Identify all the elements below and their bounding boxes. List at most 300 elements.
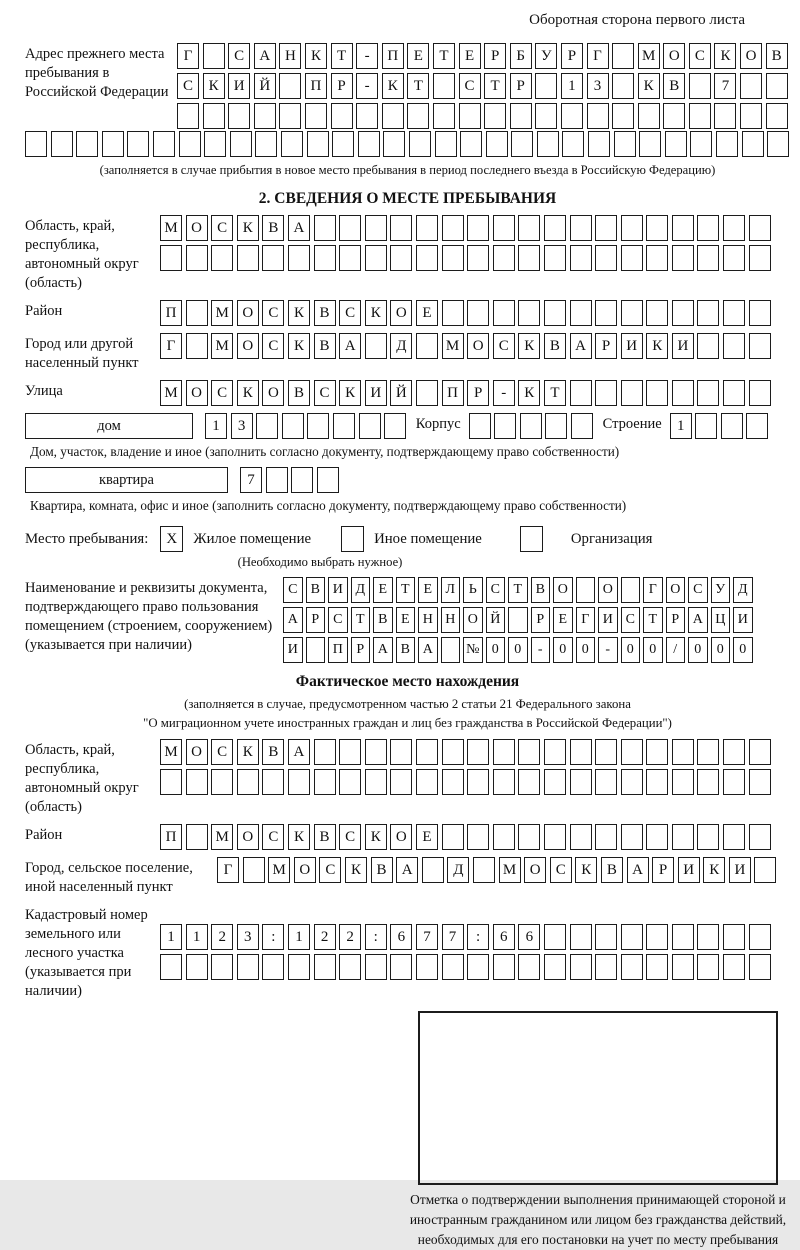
char-cell[interactable] (520, 413, 542, 439)
char-cell[interactable] (716, 131, 738, 157)
char-cell[interactable]: М (160, 739, 182, 765)
char-cell[interactable]: В (531, 577, 551, 603)
char-cell[interactable] (442, 824, 464, 850)
char-cell[interactable] (186, 300, 208, 326)
char-cell[interactable] (339, 954, 361, 980)
char-cell[interactable] (339, 739, 361, 765)
char-cell[interactable]: Р (652, 857, 674, 883)
char-cell[interactable] (672, 245, 694, 271)
char-cell[interactable] (723, 824, 745, 850)
char-cell[interactable] (697, 215, 719, 241)
char-cell[interactable] (510, 103, 532, 129)
char-cell[interactable] (339, 215, 361, 241)
char-cell[interactable] (723, 215, 745, 241)
char-cell[interactable] (612, 73, 634, 99)
char-cell[interactable] (281, 131, 303, 157)
char-cell[interactable]: С (328, 607, 348, 633)
char-cell[interactable] (358, 131, 380, 157)
char-cell[interactable] (203, 43, 225, 69)
char-cell[interactable]: К (339, 380, 361, 406)
char-cell[interactable] (305, 103, 327, 129)
char-cell[interactable]: В (766, 43, 788, 69)
char-cell[interactable]: 7 (416, 924, 438, 950)
char-cell[interactable] (262, 954, 284, 980)
char-cell[interactable]: О (186, 215, 208, 241)
char-cell[interactable] (186, 954, 208, 980)
char-cell[interactable] (467, 300, 489, 326)
char-cell[interactable] (493, 769, 515, 795)
char-cell[interactable]: И (228, 73, 250, 99)
char-cell[interactable]: О (390, 824, 412, 850)
char-cell[interactable] (646, 924, 668, 950)
char-cell[interactable] (570, 300, 592, 326)
char-cell[interactable] (595, 824, 617, 850)
char-cell[interactable] (638, 103, 660, 129)
char-cell[interactable] (279, 103, 301, 129)
char-cell[interactable] (186, 245, 208, 271)
char-cell[interactable]: А (627, 857, 649, 883)
char-cell[interactable]: - (356, 43, 378, 69)
char-cell[interactable] (262, 769, 284, 795)
char-cell[interactable]: 0 (553, 637, 573, 663)
char-cell[interactable] (518, 954, 540, 980)
char-cell[interactable] (306, 637, 326, 663)
char-cell[interactable]: Т (433, 43, 455, 69)
char-cell[interactable]: К (288, 300, 310, 326)
char-cell[interactable]: Й (390, 380, 412, 406)
char-cell[interactable] (646, 215, 668, 241)
char-cell[interactable]: 0 (733, 637, 753, 663)
char-cell[interactable]: Е (418, 577, 438, 603)
char-cell[interactable]: О (663, 43, 685, 69)
char-cell[interactable] (333, 413, 355, 439)
char-cell[interactable]: Т (396, 577, 416, 603)
char-cell[interactable] (612, 103, 634, 129)
char-cell[interactable] (571, 413, 593, 439)
char-cell[interactable] (749, 769, 771, 795)
char-cell[interactable]: К (365, 824, 387, 850)
char-cell[interactable] (570, 215, 592, 241)
char-cell[interactable]: А (418, 637, 438, 663)
char-cell[interactable]: С (493, 333, 515, 359)
char-cell[interactable] (314, 215, 336, 241)
char-cell[interactable] (766, 73, 788, 99)
char-cell[interactable]: Й (254, 73, 276, 99)
char-cell[interactable] (460, 131, 482, 157)
char-cell[interactable]: В (544, 333, 566, 359)
char-cell[interactable]: Р (484, 43, 506, 69)
char-cell[interactable] (723, 333, 745, 359)
char-cell[interactable] (697, 824, 719, 850)
char-cell[interactable] (307, 131, 329, 157)
char-cell[interactable] (288, 954, 310, 980)
char-cell[interactable]: К (646, 333, 668, 359)
char-cell[interactable] (697, 245, 719, 271)
char-cell[interactable]: Т (331, 43, 353, 69)
char-cell[interactable]: Г (587, 43, 609, 69)
char-cell[interactable]: К (288, 333, 310, 359)
char-cell[interactable] (595, 954, 617, 980)
char-cell[interactable] (535, 103, 557, 129)
char-cell[interactable] (537, 131, 559, 157)
stay-type-checkbox-residential[interactable]: X (160, 526, 183, 552)
char-cell[interactable]: К (305, 43, 327, 69)
char-cell[interactable]: Е (416, 300, 438, 326)
char-cell[interactable] (544, 954, 566, 980)
char-cell[interactable] (646, 380, 668, 406)
char-cell[interactable] (317, 467, 339, 493)
char-cell[interactable] (508, 607, 528, 633)
char-cell[interactable] (595, 380, 617, 406)
char-cell[interactable] (621, 300, 643, 326)
char-cell[interactable]: И (598, 607, 618, 633)
char-cell[interactable]: 7 (240, 467, 262, 493)
char-cell[interactable] (766, 103, 788, 129)
char-cell[interactable] (518, 824, 540, 850)
char-cell[interactable] (570, 824, 592, 850)
char-cell[interactable]: В (262, 739, 284, 765)
char-cell[interactable] (672, 924, 694, 950)
char-cell[interactable]: К (703, 857, 725, 883)
char-cell[interactable] (544, 300, 566, 326)
char-cell[interactable] (291, 467, 313, 493)
char-cell[interactable]: 1 (205, 413, 227, 439)
char-cell[interactable] (237, 245, 259, 271)
char-cell[interactable] (723, 924, 745, 950)
char-cell[interactable] (416, 739, 438, 765)
char-cell[interactable]: С (262, 333, 284, 359)
char-cell[interactable] (544, 924, 566, 950)
char-cell[interactable]: С (283, 577, 303, 603)
char-cell[interactable] (663, 103, 685, 129)
house-type-box[interactable] (25, 413, 193, 439)
char-cell[interactable]: Д (733, 577, 753, 603)
char-cell[interactable] (749, 739, 771, 765)
char-cell[interactable] (237, 954, 259, 980)
char-cell[interactable] (467, 245, 489, 271)
char-cell[interactable]: Р (331, 73, 353, 99)
char-cell[interactable]: В (262, 215, 284, 241)
char-cell[interactable] (697, 333, 719, 359)
char-cell[interactable]: О (598, 577, 618, 603)
char-cell[interactable]: В (314, 824, 336, 850)
char-cell[interactable]: И (328, 577, 348, 603)
char-cell[interactable]: 2 (314, 924, 336, 950)
char-cell[interactable] (416, 954, 438, 980)
char-cell[interactable] (390, 215, 412, 241)
char-cell[interactable]: О (237, 824, 259, 850)
char-cell[interactable] (621, 577, 641, 603)
char-cell[interactable] (545, 413, 567, 439)
char-cell[interactable]: К (203, 73, 225, 99)
char-cell[interactable]: 6 (518, 924, 540, 950)
char-cell[interactable]: А (373, 637, 393, 663)
char-cell[interactable]: К (382, 73, 404, 99)
char-cell[interactable] (721, 413, 743, 439)
char-cell[interactable]: П (160, 300, 182, 326)
char-cell[interactable] (646, 954, 668, 980)
char-cell[interactable] (493, 300, 515, 326)
char-cell[interactable] (723, 739, 745, 765)
char-cell[interactable] (177, 103, 199, 129)
char-cell[interactable] (723, 954, 745, 980)
char-cell[interactable] (384, 413, 406, 439)
char-cell[interactable]: Д (447, 857, 469, 883)
char-cell[interactable]: : (262, 924, 284, 950)
char-cell[interactable] (76, 131, 98, 157)
char-cell[interactable] (365, 739, 387, 765)
char-cell[interactable] (697, 769, 719, 795)
char-cell[interactable] (204, 131, 226, 157)
char-cell[interactable] (25, 131, 47, 157)
char-cell[interactable] (588, 131, 610, 157)
char-cell[interactable] (494, 413, 516, 439)
char-cell[interactable] (314, 245, 336, 271)
char-cell[interactable]: К (638, 73, 660, 99)
char-cell[interactable]: Р (595, 333, 617, 359)
char-cell[interactable] (689, 103, 711, 129)
char-cell[interactable] (314, 769, 336, 795)
char-cell[interactable] (621, 824, 643, 850)
char-cell[interactable] (570, 924, 592, 950)
char-cell[interactable] (518, 769, 540, 795)
char-cell[interactable] (672, 380, 694, 406)
char-cell[interactable]: № (463, 637, 483, 663)
char-cell[interactable]: Т (484, 73, 506, 99)
char-cell[interactable] (749, 333, 771, 359)
char-cell[interactable] (672, 739, 694, 765)
char-cell[interactable] (409, 131, 431, 157)
char-cell[interactable] (186, 333, 208, 359)
char-cell[interactable]: О (463, 607, 483, 633)
char-cell[interactable] (595, 215, 617, 241)
char-cell[interactable]: М (211, 333, 233, 359)
char-cell[interactable]: А (283, 607, 303, 633)
char-cell[interactable] (356, 103, 378, 129)
char-cell[interactable] (288, 245, 310, 271)
char-cell[interactable]: А (688, 607, 708, 633)
char-cell[interactable]: Й (486, 607, 506, 633)
char-cell[interactable]: О (237, 333, 259, 359)
char-cell[interactable]: И (672, 333, 694, 359)
char-cell[interactable] (672, 769, 694, 795)
char-cell[interactable] (473, 857, 495, 883)
char-cell[interactable]: М (268, 857, 290, 883)
char-cell[interactable]: Р (531, 607, 551, 633)
char-cell[interactable] (186, 769, 208, 795)
char-cell[interactable] (570, 769, 592, 795)
char-cell[interactable]: С (459, 73, 481, 99)
char-cell[interactable] (697, 954, 719, 980)
char-cell[interactable]: : (467, 924, 489, 950)
char-cell[interactable] (749, 245, 771, 271)
char-cell[interactable]: К (237, 215, 259, 241)
char-cell[interactable] (262, 245, 284, 271)
char-cell[interactable]: Н (279, 43, 301, 69)
char-cell[interactable] (535, 73, 557, 99)
char-cell[interactable] (442, 300, 464, 326)
char-cell[interactable] (723, 300, 745, 326)
char-cell[interactable]: Т (643, 607, 663, 633)
char-cell[interactable] (160, 954, 182, 980)
char-cell[interactable] (689, 73, 711, 99)
char-cell[interactable]: 0 (621, 637, 641, 663)
char-cell[interactable] (544, 245, 566, 271)
char-cell[interactable] (740, 103, 762, 129)
char-cell[interactable]: 6 (493, 924, 515, 950)
char-cell[interactable] (407, 103, 429, 129)
char-cell[interactable] (562, 131, 584, 157)
char-cell[interactable]: Н (441, 607, 461, 633)
char-cell[interactable] (390, 739, 412, 765)
char-cell[interactable]: И (678, 857, 700, 883)
char-cell[interactable]: 2 (211, 924, 233, 950)
char-cell[interactable] (544, 215, 566, 241)
char-cell[interactable] (570, 739, 592, 765)
char-cell[interactable]: П (305, 73, 327, 99)
char-cell[interactable] (211, 954, 233, 980)
char-cell[interactable]: О (186, 739, 208, 765)
char-cell[interactable] (416, 769, 438, 795)
char-cell[interactable] (493, 215, 515, 241)
char-cell[interactable] (359, 413, 381, 439)
char-cell[interactable] (646, 824, 668, 850)
char-cell[interactable]: П (328, 637, 348, 663)
char-cell[interactable] (621, 954, 643, 980)
char-cell[interactable] (767, 131, 789, 157)
char-cell[interactable] (665, 131, 687, 157)
char-cell[interactable]: О (666, 577, 686, 603)
char-cell[interactable] (441, 637, 461, 663)
char-cell[interactable] (433, 73, 455, 99)
char-cell[interactable]: У (711, 577, 731, 603)
char-cell[interactable]: В (314, 300, 336, 326)
char-cell[interactable] (266, 467, 288, 493)
char-cell[interactable]: 2 (339, 924, 361, 950)
char-cell[interactable]: 0 (643, 637, 663, 663)
char-cell[interactable]: А (288, 739, 310, 765)
char-cell[interactable] (754, 857, 776, 883)
char-cell[interactable]: Р (306, 607, 326, 633)
char-cell[interactable] (237, 769, 259, 795)
char-cell[interactable] (723, 769, 745, 795)
char-cell[interactable]: О (390, 300, 412, 326)
char-cell[interactable]: П (382, 43, 404, 69)
char-cell[interactable] (749, 380, 771, 406)
char-cell[interactable] (467, 824, 489, 850)
char-cell[interactable]: 3 (237, 924, 259, 950)
char-cell[interactable]: В (663, 73, 685, 99)
char-cell[interactable]: О (553, 577, 573, 603)
char-cell[interactable]: 6 (390, 924, 412, 950)
char-cell[interactable]: Е (407, 43, 429, 69)
char-cell[interactable] (646, 300, 668, 326)
char-cell[interactable] (186, 824, 208, 850)
char-cell[interactable] (442, 245, 464, 271)
char-cell[interactable] (416, 245, 438, 271)
char-cell[interactable] (339, 769, 361, 795)
char-cell[interactable] (102, 131, 124, 157)
char-cell[interactable]: 7 (442, 924, 464, 950)
char-cell[interactable]: М (499, 857, 521, 883)
char-cell[interactable]: С (228, 43, 250, 69)
char-cell[interactable] (383, 131, 405, 157)
char-cell[interactable] (469, 413, 491, 439)
char-cell[interactable] (442, 954, 464, 980)
char-cell[interactable]: С (262, 300, 284, 326)
char-cell[interactable]: М (211, 300, 233, 326)
char-cell[interactable]: П (160, 824, 182, 850)
char-cell[interactable] (740, 73, 762, 99)
char-cell[interactable] (697, 300, 719, 326)
char-cell[interactable]: О (524, 857, 546, 883)
char-cell[interactable]: Т (407, 73, 429, 99)
char-cell[interactable] (518, 300, 540, 326)
char-cell[interactable]: 7 (714, 73, 736, 99)
stay-type-checkbox-other[interactable] (341, 526, 364, 552)
char-cell[interactable] (416, 215, 438, 241)
char-cell[interactable] (561, 103, 583, 129)
char-cell[interactable] (467, 215, 489, 241)
char-cell[interactable]: Г (217, 857, 239, 883)
char-cell[interactable]: В (373, 607, 393, 633)
char-cell[interactable] (621, 769, 643, 795)
char-cell[interactable]: В (601, 857, 623, 883)
char-cell[interactable]: О (294, 857, 316, 883)
char-cell[interactable] (282, 413, 304, 439)
char-cell[interactable] (314, 739, 336, 765)
char-cell[interactable]: С (486, 577, 506, 603)
char-cell[interactable]: К (288, 824, 310, 850)
char-cell[interactable]: 0 (508, 637, 528, 663)
stay-type-checkbox-organization[interactable] (520, 526, 543, 552)
char-cell[interactable] (621, 245, 643, 271)
char-cell[interactable] (493, 245, 515, 271)
char-cell[interactable]: Е (416, 824, 438, 850)
char-cell[interactable]: Е (553, 607, 573, 633)
char-cell[interactable] (595, 245, 617, 271)
char-cell[interactable]: С (689, 43, 711, 69)
char-cell[interactable] (518, 245, 540, 271)
char-cell[interactable]: П (442, 380, 464, 406)
char-cell[interactable] (672, 824, 694, 850)
char-cell[interactable]: Т (508, 577, 528, 603)
char-cell[interactable]: О (262, 380, 284, 406)
char-cell[interactable]: Д (390, 333, 412, 359)
char-cell[interactable]: 3 (231, 413, 253, 439)
char-cell[interactable] (390, 954, 412, 980)
char-cell[interactable] (365, 333, 387, 359)
char-cell[interactable]: М (160, 380, 182, 406)
char-cell[interactable] (332, 131, 354, 157)
char-cell[interactable] (595, 300, 617, 326)
char-cell[interactable]: Р (666, 607, 686, 633)
char-cell[interactable] (467, 954, 489, 980)
char-cell[interactable] (646, 769, 668, 795)
char-cell[interactable]: С (550, 857, 572, 883)
char-cell[interactable]: А (288, 215, 310, 241)
char-cell[interactable]: И (733, 607, 753, 633)
char-cell[interactable] (621, 739, 643, 765)
char-cell[interactable] (723, 245, 745, 271)
char-cell[interactable]: И (283, 637, 303, 663)
char-cell[interactable]: С (314, 380, 336, 406)
char-cell[interactable]: А (339, 333, 361, 359)
char-cell[interactable]: О (740, 43, 762, 69)
char-cell[interactable]: 0 (576, 637, 596, 663)
char-cell[interactable] (365, 954, 387, 980)
char-cell[interactable]: И (365, 380, 387, 406)
